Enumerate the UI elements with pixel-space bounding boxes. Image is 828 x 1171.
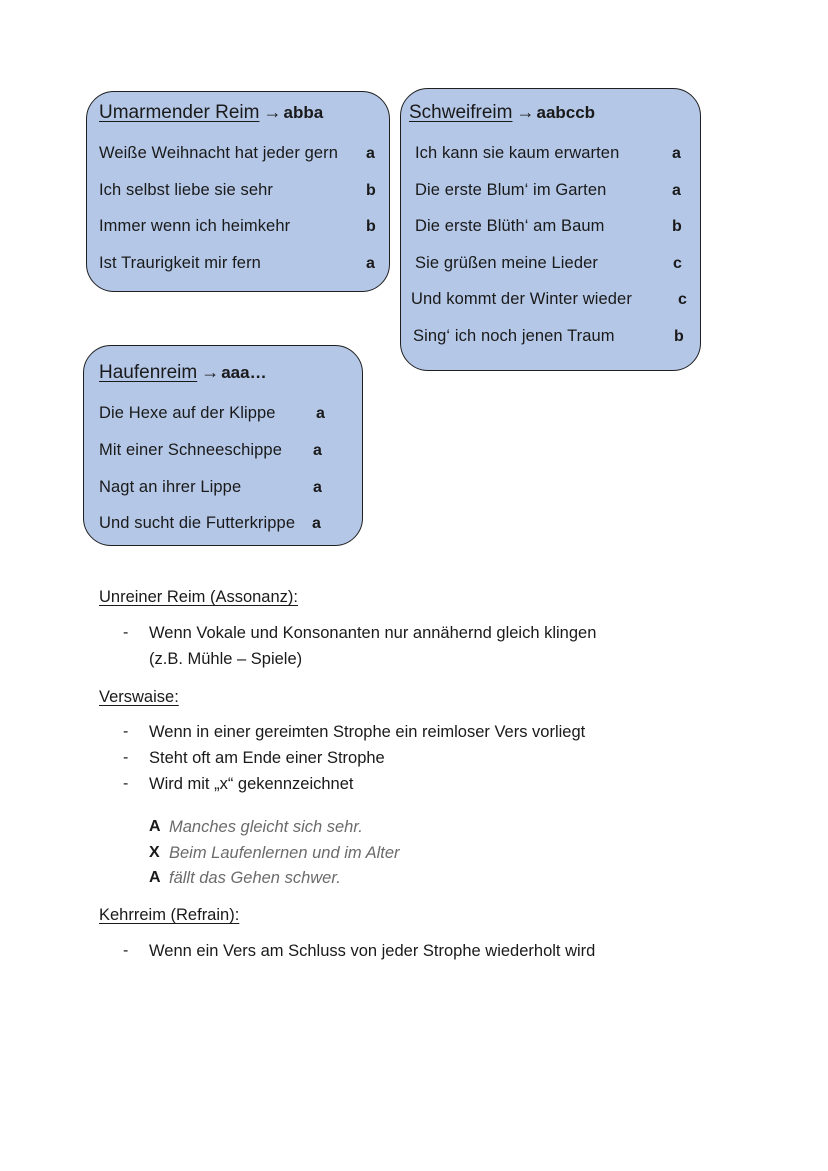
rhyme-letter: a	[366, 255, 375, 272]
example-verse: Manches gleicht sich sehr.	[169, 818, 363, 836]
rhyme-letter: a	[313, 479, 322, 496]
rhyme-scheme: aaa…	[221, 363, 267, 382]
arrow-right-icon: →	[263, 102, 282, 122]
verse-line: Nagt an ihrer Lippe	[99, 478, 242, 496]
schweifreim-label: Schweifreim	[409, 102, 513, 123]
rhyme-letter: b	[366, 182, 376, 199]
verse-line: Ich selbst liebe sie sehr	[99, 181, 274, 199]
schweifreim-box	[400, 88, 701, 371]
rhyme-letter: c	[678, 291, 687, 308]
example-rhyme-letter: A	[149, 869, 161, 886]
bullet-dash: -	[123, 942, 129, 959]
verswaise-heading: Verswaise:	[99, 688, 179, 706]
rhyme-scheme: aabccb	[536, 103, 596, 122]
bullet-dash: -	[123, 723, 129, 740]
rhyme-scheme: abba	[283, 103, 324, 122]
verse-line: Sing‘ ich noch jenen Traum	[413, 327, 615, 345]
verse-line: Weiße Weihnacht hat jeder gern	[99, 144, 339, 162]
arrow-right-icon: →	[201, 362, 220, 382]
unreiner-reim-heading: Unreiner Reim (Assonanz):	[99, 588, 298, 606]
verse-line: Ist Traurigkeit mir fern	[99, 254, 261, 272]
verse-line: Die Hexe auf der Klippe	[99, 404, 276, 422]
example-verse: fällt das Gehen schwer.	[169, 869, 341, 887]
example-rhyme-letter: A	[149, 818, 161, 835]
verse-line: Ich kann sie kaum erwarten	[415, 144, 620, 162]
example-verse: Beim Laufenlernen und im Alter	[169, 844, 400, 862]
umarmender-reim-title	[99, 102, 323, 124]
verse-line: Sie grüßen meine Lieder	[415, 254, 598, 272]
rhyme-letter: b	[672, 218, 682, 235]
schweifreim-title	[409, 102, 595, 124]
rhyme-letter: a	[672, 145, 681, 162]
bullet-dash: -	[123, 749, 129, 766]
example-rhyme-letter: X	[149, 844, 160, 861]
haufenreim-title	[99, 362, 267, 384]
rhyme-letter: b	[366, 218, 376, 235]
rhyme-letter: a	[366, 145, 375, 162]
verse-line: Die erste Blüth‘ am Baum	[415, 217, 605, 235]
bullet-text-continuation: (z.B. Mühle – Spiele)	[149, 650, 303, 668]
bullet-text: Wenn Vokale und Konsonanten nur annähernd gleich klingen	[149, 624, 597, 642]
rhyme-letter: c	[673, 255, 682, 272]
verse-line: Mit einer Schneeschippe	[99, 441, 282, 459]
rhyme-letter: a	[316, 405, 325, 422]
verse-line: Und kommt der Winter wieder	[411, 290, 632, 308]
bullet-text: Wird mit „x“ gekennzeichnet	[149, 775, 354, 793]
rhyme-letter: a	[672, 182, 681, 199]
bullet-text: Wenn in einer gereimten Strophe ein reimloser Vers vorliegt	[149, 723, 586, 741]
verse-line: Immer wenn ich heimkehr	[99, 217, 291, 235]
rhyme-letter: a	[313, 442, 322, 459]
rhyme-letter: b	[674, 328, 684, 345]
bullet-text: Steht oft am Ende einer Strophe	[149, 749, 385, 767]
bullet-text: Wenn ein Vers am Schluss von jeder Strophe wiederholt wird	[149, 942, 596, 960]
haufenreim-label: Haufenreim	[99, 362, 198, 383]
rhyme-letter: a	[312, 515, 321, 532]
bullet-dash: -	[123, 775, 129, 792]
kehrreim-heading: Kehrreim (Refrain):	[99, 906, 240, 924]
verse-line: Und sucht die Futterkrippe	[99, 514, 296, 532]
bullet-dash: -	[123, 624, 129, 641]
umarmender-reim-label: Umarmender Reim	[99, 102, 260, 123]
haufenreim-box	[83, 345, 363, 546]
umarmender-reim-box	[86, 91, 390, 292]
verse-line: Die erste Blum‘ im Garten	[415, 181, 607, 199]
arrow-right-icon: →	[516, 102, 535, 122]
